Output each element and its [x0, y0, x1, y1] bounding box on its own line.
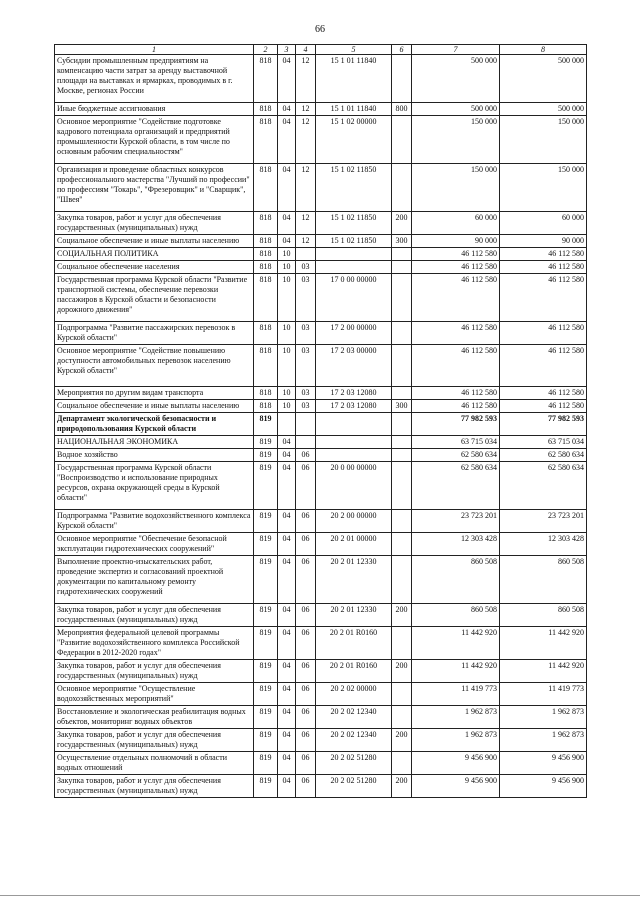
row-target-article: 15 1 02 00000 [316, 116, 392, 164]
row-name: Мероприятия федеральной целевой программы "Развитие водохозяйственного комплекса Российской Федерации в 2012-2020 годах" [55, 627, 254, 660]
row-amount-col8: 46 112 580 [500, 274, 587, 322]
row-subsection-code: 12 [296, 235, 316, 248]
table-row [55, 387, 587, 400]
row-subsection-code: 06 [296, 510, 316, 533]
table-row [55, 248, 587, 261]
row-ministry-code: 819 [254, 449, 278, 462]
row-target-article: 20 2 01 R0160 [316, 660, 392, 683]
row-ministry-code: 818 [254, 322, 278, 345]
row-subsection-code [296, 248, 316, 261]
row-expense-type [392, 164, 412, 212]
row-expense-type [392, 248, 412, 261]
row-subsection-code: 12 [296, 103, 316, 116]
row-target-article: 15 1 02 11850 [316, 164, 392, 212]
row-subsection-code: 12 [296, 116, 316, 164]
table-row [55, 212, 587, 235]
row-section-code: 04 [278, 116, 296, 164]
row-ministry-code: 819 [254, 775, 278, 798]
row-amount-col8: 46 112 580 [500, 400, 587, 413]
row-name: Социальное обеспечение населения [55, 261, 254, 274]
table-row [55, 752, 587, 775]
row-target-article: 17 0 00 00000 [316, 274, 392, 322]
row-ministry-code: 818 [254, 387, 278, 400]
row-name: Закупка товаров, работ и услуг для обеспечения государственных (муниципальных) нужд [55, 660, 254, 683]
header-cell: 1 [55, 45, 254, 55]
row-subsection-code [296, 436, 316, 449]
table-row [55, 556, 587, 604]
row-expense-type: 800 [392, 103, 412, 116]
row-amount-col7: 46 112 580 [412, 400, 500, 413]
table-row [55, 533, 587, 556]
table-header-row [55, 45, 587, 55]
table-row [55, 627, 587, 660]
table-row [55, 400, 587, 413]
row-section-code: 04 [278, 533, 296, 556]
table-row [55, 164, 587, 212]
row-expense-type [392, 413, 412, 436]
row-section-code: 10 [278, 274, 296, 322]
table-row [55, 510, 587, 533]
row-expense-type: 200 [392, 729, 412, 752]
row-expense-type [392, 533, 412, 556]
row-amount-col8: 63 715 034 [500, 436, 587, 449]
row-target-article: 17 2 03 00000 [316, 345, 392, 387]
row-amount-col8: 11 442 920 [500, 627, 587, 660]
row-ministry-code: 818 [254, 400, 278, 413]
row-expense-type: 200 [392, 212, 412, 235]
row-amount-col7: 62 580 634 [412, 449, 500, 462]
row-expense-type [392, 116, 412, 164]
row-name: Подпрограмма "Развитие пассажирских перевозок в Курской области" [55, 322, 254, 345]
row-section-code: 04 [278, 510, 296, 533]
row-target-article: 15 1 02 11850 [316, 212, 392, 235]
row-section-code: 04 [278, 55, 296, 103]
table-row [55, 449, 587, 462]
header-cell: 2 [254, 45, 278, 55]
table-row [55, 235, 587, 248]
row-name: Основное мероприятие "Содействие повышению доступности автомобильных перевозок населению Курской области" [55, 345, 254, 387]
row-section-code: 04 [278, 752, 296, 775]
row-section-code: 04 [278, 103, 296, 116]
row-section-code: 04 [278, 660, 296, 683]
row-name: Закупка товаров, работ и услуг для обеспечения государственных (муниципальных) нужд [55, 212, 254, 235]
row-target-article: 20 2 01 12330 [316, 556, 392, 604]
row-amount-col7: 46 112 580 [412, 345, 500, 387]
row-amount-col7: 63 715 034 [412, 436, 500, 449]
table-row [55, 103, 587, 116]
row-amount-col8: 9 456 900 [500, 775, 587, 798]
table-row [55, 660, 587, 683]
row-subsection-code: 12 [296, 55, 316, 103]
table-row [55, 261, 587, 274]
row-amount-col7: 1 962 873 [412, 729, 500, 752]
page-number: 66 [315, 24, 325, 35]
row-subsection-code: 03 [296, 274, 316, 322]
row-expense-type [392, 462, 412, 510]
row-amount-col7: 46 112 580 [412, 322, 500, 345]
row-expense-type [392, 556, 412, 604]
row-amount-col8: 1 962 873 [500, 729, 587, 752]
row-section-code: 04 [278, 729, 296, 752]
row-amount-col7: 90 000 [412, 235, 500, 248]
row-target-article: 20 2 02 51280 [316, 752, 392, 775]
row-subsection-code: 12 [296, 212, 316, 235]
row-ministry-code: 818 [254, 248, 278, 261]
row-amount-col7: 46 112 580 [412, 274, 500, 322]
row-amount-col7: 9 456 900 [412, 775, 500, 798]
row-target-article [316, 261, 392, 274]
row-section-code: 10 [278, 322, 296, 345]
row-name: Водное хозяйство [55, 449, 254, 462]
budget-table [54, 44, 587, 798]
row-amount-col7: 11 442 920 [412, 627, 500, 660]
row-section-code [278, 413, 296, 436]
row-ministry-code: 819 [254, 462, 278, 510]
row-target-article: 15 1 01 11840 [316, 55, 392, 103]
row-expense-type: 200 [392, 775, 412, 798]
row-amount-col8: 860 508 [500, 556, 587, 604]
row-ministry-code: 819 [254, 533, 278, 556]
row-amount-col8: 46 112 580 [500, 387, 587, 400]
row-ministry-code: 819 [254, 752, 278, 775]
row-expense-type [392, 345, 412, 387]
row-ministry-code: 819 [254, 510, 278, 533]
row-section-code: 04 [278, 627, 296, 660]
row-ministry-code: 818 [254, 55, 278, 103]
row-name: Мероприятия по другим видам транспорта [55, 387, 254, 400]
row-subsection-code: 06 [296, 660, 316, 683]
row-amount-col7: 23 723 201 [412, 510, 500, 533]
row-subsection-code: 06 [296, 449, 316, 462]
row-expense-type [392, 449, 412, 462]
row-expense-type [392, 510, 412, 533]
row-amount-col7: 1 962 873 [412, 706, 500, 729]
table-row [55, 775, 587, 798]
table-row [55, 706, 587, 729]
row-subsection-code: 06 [296, 706, 316, 729]
row-target-article: 20 2 00 00000 [316, 510, 392, 533]
row-amount-col8: 62 580 634 [500, 462, 587, 510]
row-expense-type [392, 322, 412, 345]
header-cell: 6 [392, 45, 412, 55]
row-subsection-code: 06 [296, 729, 316, 752]
row-target-article: 17 2 00 00000 [316, 322, 392, 345]
row-amount-col8: 46 112 580 [500, 345, 587, 387]
row-subsection-code: 06 [296, 775, 316, 798]
row-subsection-code [296, 413, 316, 436]
row-expense-type [392, 261, 412, 274]
row-amount-col7: 150 000 [412, 116, 500, 164]
row-section-code: 10 [278, 387, 296, 400]
row-expense-type [392, 706, 412, 729]
row-amount-col8: 77 982 593 [500, 413, 587, 436]
row-amount-col7: 150 000 [412, 164, 500, 212]
row-section-code: 10 [278, 400, 296, 413]
row-name: СОЦИАЛЬНАЯ ПОЛИТИКА [55, 248, 254, 261]
row-section-code: 04 [278, 775, 296, 798]
row-name: Подпрограмма "Развитие водохозяйственного комплекса Курской области" [55, 510, 254, 533]
row-amount-col8: 12 303 428 [500, 533, 587, 556]
row-name: Основное мероприятие "Обеспечение безопасной эксплуатации гидротехнических сооружений" [55, 533, 254, 556]
row-expense-type [392, 627, 412, 660]
row-name: НАЦИОНАЛЬНАЯ ЭКОНОМИКА [55, 436, 254, 449]
row-amount-col8: 60 000 [500, 212, 587, 235]
row-amount-col7: 500 000 [412, 55, 500, 103]
row-amount-col7: 11 419 773 [412, 683, 500, 706]
row-amount-col7: 12 303 428 [412, 533, 500, 556]
row-target-article: 20 2 02 00000 [316, 683, 392, 706]
row-target-article: 20 2 02 12340 [316, 706, 392, 729]
row-target-article [316, 449, 392, 462]
row-amount-col8: 150 000 [500, 116, 587, 164]
table-row [55, 436, 587, 449]
row-name: Организация и проведение областных конкурсов профессионального мастерства "Лучший по профессии" по профессиям "Токарь", "Фрезеровщик" и "Сварщик", "Швея" [55, 164, 254, 212]
row-name: Закупка товаров, работ и услуг для обеспечения государственных (муниципальных) нужд [55, 729, 254, 752]
row-section-code: 04 [278, 212, 296, 235]
table-row [55, 116, 587, 164]
row-section-code: 04 [278, 683, 296, 706]
row-expense-type [392, 683, 412, 706]
row-amount-col8: 1 962 873 [500, 706, 587, 729]
header-cell: 5 [316, 45, 392, 55]
row-ministry-code: 818 [254, 274, 278, 322]
header-cell: 7 [412, 45, 500, 55]
row-ministry-code: 818 [254, 345, 278, 387]
row-expense-type [392, 436, 412, 449]
row-target-article: 17 2 03 12080 [316, 387, 392, 400]
row-amount-col8: 860 508 [500, 604, 587, 627]
row-ministry-code: 819 [254, 556, 278, 604]
header-cell: 3 [278, 45, 296, 55]
row-name: Закупка товаров, работ и услуг для обеспечения государственных (муниципальных) нужд [55, 604, 254, 627]
row-name: Государственная программа Курской области "Воспроизводство и использование природных ресурсов, охрана окружающей среды в Курской области" [55, 462, 254, 510]
row-target-article: 15 1 01 11840 [316, 103, 392, 116]
row-amount-col8: 9 456 900 [500, 752, 587, 775]
row-expense-type: 200 [392, 660, 412, 683]
row-section-code: 10 [278, 261, 296, 274]
row-amount-col7: 46 112 580 [412, 261, 500, 274]
row-amount-col7: 62 580 634 [412, 462, 500, 510]
row-name: Основное мероприятие "Содействие подготовке кадрового потенциала организаций и предприятий промышленности Курской области, в том числе по основным рабочим специальностям" [55, 116, 254, 164]
row-expense-type [392, 274, 412, 322]
row-target-article: 15 1 02 11850 [316, 235, 392, 248]
row-ministry-code: 819 [254, 660, 278, 683]
row-name: Социальное обеспечение и иные выплаты населению [55, 400, 254, 413]
row-amount-col8: 150 000 [500, 164, 587, 212]
row-expense-type: 300 [392, 400, 412, 413]
row-name: Восстановление и экологическая реабилитация водных объектов, мониторинг водных объектов [55, 706, 254, 729]
row-expense-type: 200 [392, 604, 412, 627]
row-target-article: 20 2 01 00000 [316, 533, 392, 556]
row-name: Государственная программа Курской области "Развитие транспортной системы, обеспечение перевозки пассажиров в Курской области и безопасности дорожного движения" [55, 274, 254, 322]
row-name: Осуществление отдельных полномочий в области водных отношений [55, 752, 254, 775]
table-row [55, 345, 587, 387]
row-target-article: 17 2 03 12080 [316, 400, 392, 413]
table-row [55, 322, 587, 345]
row-name: Субсидии промышленным предприятиям на компенсацию части затрат за аренду выставочной площади на выставках и ярмарках, проводимых в г. Москве, регионах России [55, 55, 254, 103]
row-section-code: 04 [278, 462, 296, 510]
row-amount-col7: 860 508 [412, 604, 500, 627]
row-amount-col8: 11 442 920 [500, 660, 587, 683]
row-target-article: 20 2 02 51280 [316, 775, 392, 798]
row-subsection-code: 06 [296, 462, 316, 510]
table-body [55, 55, 587, 798]
row-name: Выполнение проектно-изыскательских работ, проведение экспертиз и согласований проектной документации по капитальному ремонту гидротехнических сооружений [55, 556, 254, 604]
row-ministry-code: 819 [254, 436, 278, 449]
row-expense-type [392, 387, 412, 400]
row-target-article: 20 2 01 R0160 [316, 627, 392, 660]
row-subsection-code: 06 [296, 556, 316, 604]
row-amount-col7: 9 456 900 [412, 752, 500, 775]
row-amount-col7: 46 112 580 [412, 387, 500, 400]
row-amount-col7: 500 000 [412, 103, 500, 116]
row-ministry-code: 818 [254, 235, 278, 248]
row-ministry-code: 819 [254, 729, 278, 752]
row-amount-col7: 60 000 [412, 212, 500, 235]
row-amount-col8: 23 723 201 [500, 510, 587, 533]
row-amount-col8: 500 000 [500, 103, 587, 116]
table-row [55, 413, 587, 436]
row-name: Иные бюджетные ассигнования [55, 103, 254, 116]
row-amount-col8: 46 112 580 [500, 322, 587, 345]
row-ministry-code: 819 [254, 627, 278, 660]
row-amount-col7: 860 508 [412, 556, 500, 604]
row-section-code: 04 [278, 164, 296, 212]
row-target-article [316, 436, 392, 449]
row-name: Закупка товаров, работ и услуг для обеспечения государственных (муниципальных) нужд [55, 775, 254, 798]
row-section-code: 10 [278, 345, 296, 387]
row-ministry-code: 819 [254, 706, 278, 729]
row-target-article [316, 413, 392, 436]
row-section-code: 04 [278, 556, 296, 604]
row-section-code: 04 [278, 436, 296, 449]
table-row [55, 462, 587, 510]
row-subsection-code: 03 [296, 345, 316, 387]
table-row [55, 55, 587, 103]
row-subsection-code: 06 [296, 604, 316, 627]
row-amount-col8: 46 112 580 [500, 261, 587, 274]
row-ministry-code: 818 [254, 261, 278, 274]
row-ministry-code: 819 [254, 683, 278, 706]
row-expense-type: 300 [392, 235, 412, 248]
row-subsection-code: 03 [296, 322, 316, 345]
row-target-article: 20 2 02 12340 [316, 729, 392, 752]
row-subsection-code: 06 [296, 627, 316, 660]
row-name: Департамент экологической безопасности и природопользования Курской области [55, 413, 254, 436]
row-subsection-code: 03 [296, 387, 316, 400]
row-amount-col7: 11 442 920 [412, 660, 500, 683]
row-section-code: 04 [278, 604, 296, 627]
row-ministry-code: 818 [254, 212, 278, 235]
page-bottom-rule [0, 895, 640, 896]
row-target-article [316, 248, 392, 261]
row-ministry-code: 819 [254, 413, 278, 436]
row-section-code: 10 [278, 248, 296, 261]
row-section-code: 04 [278, 706, 296, 729]
table-row [55, 729, 587, 752]
row-subsection-code: 06 [296, 533, 316, 556]
header-cell: 8 [500, 45, 587, 55]
table-row [55, 604, 587, 627]
row-subsection-code: 06 [296, 683, 316, 706]
row-subsection-code: 12 [296, 164, 316, 212]
row-expense-type [392, 752, 412, 775]
row-name: Социальное обеспечение и иные выплаты населению [55, 235, 254, 248]
row-section-code: 04 [278, 449, 296, 462]
table-row [55, 683, 587, 706]
row-expense-type [392, 55, 412, 103]
row-amount-col8: 11 419 773 [500, 683, 587, 706]
table-row [55, 274, 587, 322]
row-target-article: 20 2 01 12330 [316, 604, 392, 627]
row-subsection-code: 03 [296, 400, 316, 413]
row-section-code: 04 [278, 235, 296, 248]
row-target-article: 20 0 00 00000 [316, 462, 392, 510]
row-ministry-code: 818 [254, 103, 278, 116]
row-subsection-code: 03 [296, 261, 316, 274]
row-subsection-code: 06 [296, 752, 316, 775]
row-amount-col8: 500 000 [500, 55, 587, 103]
row-amount-col8: 62 580 634 [500, 449, 587, 462]
row-amount-col8: 46 112 580 [500, 248, 587, 261]
row-ministry-code: 819 [254, 604, 278, 627]
header-cell: 4 [296, 45, 316, 55]
row-amount-col7: 46 112 580 [412, 248, 500, 261]
row-ministry-code: 818 [254, 164, 278, 212]
row-ministry-code: 818 [254, 116, 278, 164]
row-amount-col8: 90 000 [500, 235, 587, 248]
row-name: Основное мероприятие "Осуществление водохозяйственных мероприятий" [55, 683, 254, 706]
row-amount-col7: 77 982 593 [412, 413, 500, 436]
